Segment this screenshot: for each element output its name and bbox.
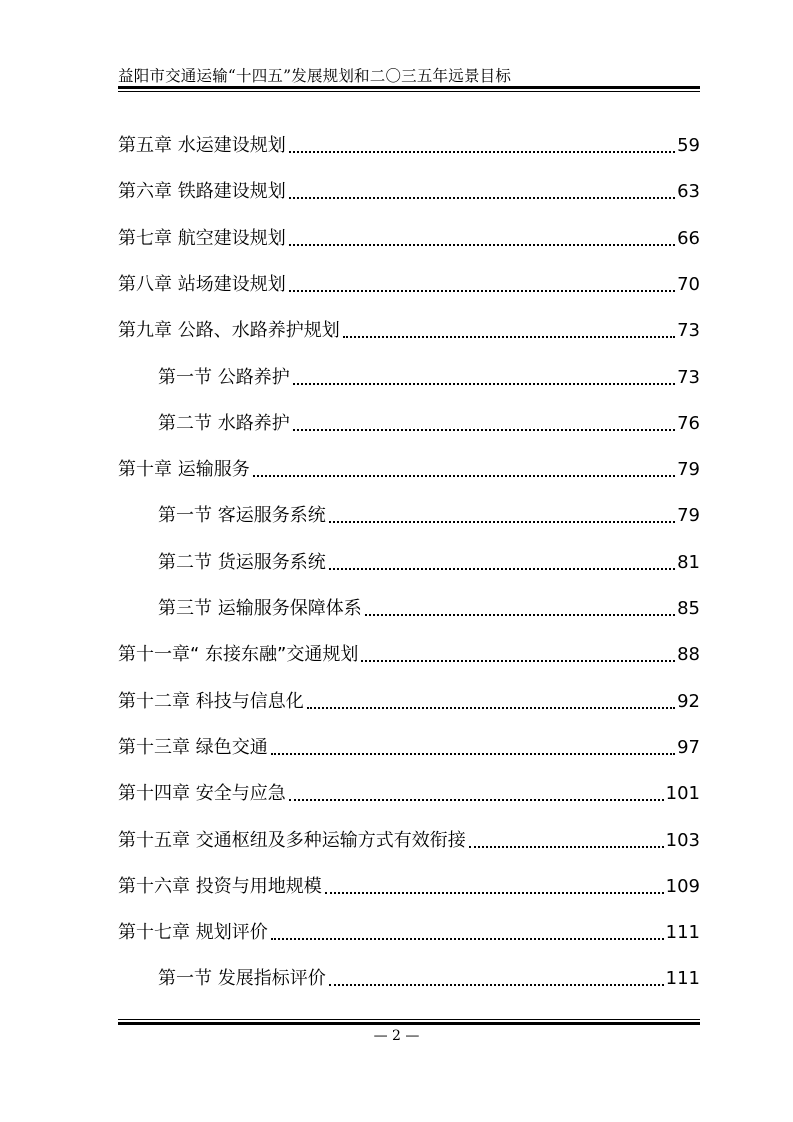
- toc-entry[interactable]: [158, 504, 700, 528]
- toc-leader-dots: [329, 568, 675, 570]
- toc-entry-label: 第五章 水运建设规划: [118, 135, 286, 156]
- toc-leader-dots: [343, 336, 675, 338]
- toc-entry-label: 第十六章 投资与用地规模: [118, 875, 322, 897]
- toc-entry-page: 73: [677, 366, 700, 388]
- toc-entry-page: 59: [677, 135, 700, 156]
- toc-leader-dots: [271, 753, 675, 755]
- toc-leader-dots: [469, 846, 664, 848]
- footer-rule-thin: [118, 1019, 700, 1020]
- toc-entry-page: 79: [677, 505, 700, 527]
- toc-entry[interactable]: [158, 366, 700, 390]
- toc-entry-page: 79: [677, 459, 700, 481]
- toc-entry[interactable]: [158, 412, 700, 436]
- toc-entry-label: 第一节 客运服务系统: [158, 505, 326, 527]
- running-header: 益阳市交通运输“十四五”发展规划和二〇三五年远景目标: [118, 67, 512, 85]
- toc-entry-page: 63: [677, 181, 700, 203]
- toc-entry-label: 第十一章“ 东接东融”交通规划: [118, 644, 359, 666]
- toc-leader-dots: [307, 707, 675, 709]
- toc-entry-label: 第十二章 科技与信息化: [118, 690, 304, 712]
- footer-rule-thick: [118, 1022, 700, 1025]
- toc-entry-label: 第九章 公路、水路养护规划: [118, 320, 340, 342]
- toc-leader-dots: [325, 892, 664, 894]
- toc-entry[interactable]: [118, 273, 700, 297]
- toc-entry-page: 101: [665, 783, 700, 805]
- toc-entry-page: 111: [665, 922, 700, 944]
- toc-entry-label: 第十五章 交通枢纽及多种运输方式有效衔接: [118, 829, 466, 851]
- toc-entry[interactable]: [118, 227, 700, 251]
- toc-entry-label: 第八章 站场建设规划: [118, 273, 286, 295]
- toc-entry-page: 109: [665, 875, 700, 897]
- toc-leader-dots: [293, 429, 675, 431]
- toc-leader-dots: [253, 475, 675, 477]
- toc-entry-page: 70: [677, 273, 700, 295]
- toc-leader-dots: [329, 984, 664, 986]
- toc-entry-page: 88: [677, 644, 700, 666]
- toc-entry-label: 第十章 运输服务: [118, 459, 250, 481]
- toc-entry[interactable]: [118, 736, 700, 760]
- toc-entry-page: 111: [665, 968, 700, 990]
- toc-leader-dots: [289, 197, 675, 199]
- toc-entry-page: 76: [677, 412, 700, 434]
- toc-entry-label: 第三节 运输服务保障体系: [158, 598, 362, 619]
- toc-entry[interactable]: [118, 319, 700, 343]
- toc-leader-dots: [289, 290, 675, 292]
- page-number: — 2 —: [373, 1028, 420, 1044]
- toc-entry-page: 97: [677, 736, 700, 758]
- toc-leader-dots: [361, 660, 675, 662]
- toc-entry[interactable]: [118, 458, 700, 482]
- toc-entry-label: 第十三章 绿色交通: [118, 736, 268, 758]
- toc-entry[interactable]: [118, 875, 700, 899]
- toc-entry-label: 第六章 铁路建设规划: [118, 181, 286, 203]
- toc-entry-page: 103: [665, 829, 700, 851]
- toc-entry-label: 第一节 公路养护: [158, 366, 290, 388]
- toc-entry[interactable]: [158, 967, 700, 991]
- toc-entry[interactable]: [158, 597, 700, 621]
- toc-entry-label: 第二节 水路养护: [158, 412, 290, 434]
- toc-entry-label: 第一节 发展指标评价: [158, 968, 326, 990]
- toc-entry-label: 第七章 航空建设规划: [118, 227, 286, 249]
- toc-entry-page: 92: [677, 690, 700, 712]
- toc-leader-dots: [365, 614, 675, 616]
- toc-entry-label: 第二节 货运服务系统: [158, 551, 326, 573]
- toc-entry[interactable]: [118, 829, 700, 853]
- toc-leader-dots: [271, 938, 664, 940]
- toc-entry[interactable]: [158, 551, 700, 575]
- toc-leader-dots: [329, 521, 675, 523]
- toc-leader-dots: [289, 151, 675, 153]
- toc-leader-dots: [289, 799, 664, 801]
- toc-entry[interactable]: [118, 782, 700, 806]
- toc-entry-page: 73: [677, 320, 700, 342]
- toc-leader-dots: [289, 244, 675, 246]
- toc-entry[interactable]: [118, 921, 700, 945]
- toc-entry-page: 66: [677, 227, 700, 249]
- toc-entry[interactable]: [118, 180, 700, 204]
- toc-entry-page: 85: [677, 598, 700, 619]
- toc-entry[interactable]: [118, 643, 700, 667]
- toc-entry[interactable]: [118, 134, 700, 158]
- toc-entry-label: 第十四章 安全与应急: [118, 783, 286, 805]
- toc-entry[interactable]: [118, 690, 700, 714]
- toc-leader-dots: [293, 383, 675, 385]
- toc-entry-page: 81: [677, 551, 700, 573]
- toc-entry-label: 第十七章 规划评价: [118, 922, 268, 944]
